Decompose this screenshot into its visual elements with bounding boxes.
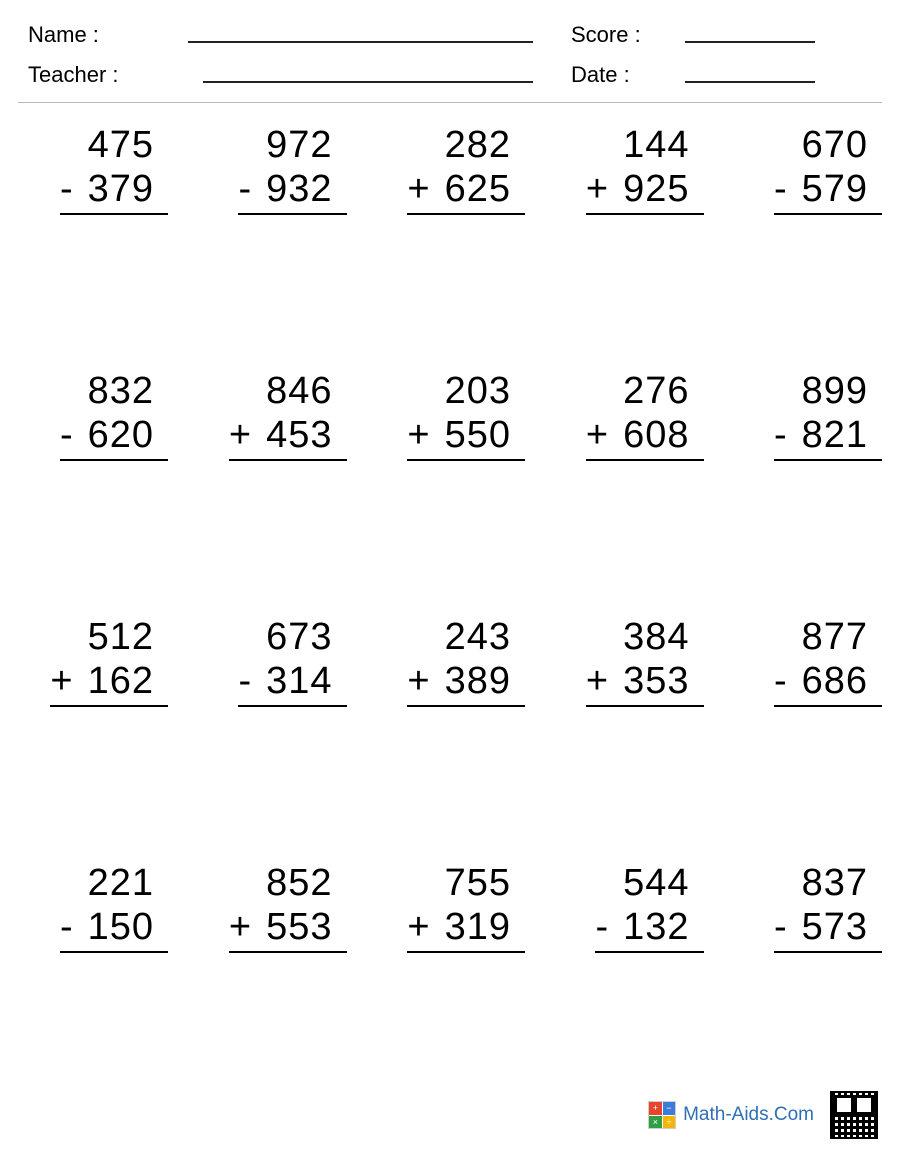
teacher-label: Teacher :	[28, 62, 119, 87]
operand-bottom-line	[774, 413, 882, 461]
operand-bottom: 389	[444, 660, 511, 703]
operand-top: 972	[266, 124, 333, 166]
problem-item	[18, 861, 168, 1107]
operand-bottom-line	[229, 413, 347, 461]
problem-item	[18, 369, 168, 615]
operand-top: 203	[444, 370, 511, 412]
brand-link[interactable]	[648, 1101, 814, 1129]
operand-top: 276	[623, 370, 690, 412]
brand-label: Math-Aids.Com	[683, 1104, 814, 1125]
operand-bottom-line	[407, 413, 525, 461]
header-row-name	[28, 22, 872, 48]
operand-bottom: 319	[444, 906, 511, 949]
problem-item	[197, 861, 347, 1107]
operand-bottom: 379	[87, 168, 154, 211]
operand-bottom-line	[238, 167, 346, 215]
operand-bottom: 686	[801, 660, 868, 703]
operator: -	[238, 168, 253, 211]
problem-item	[554, 123, 704, 369]
operator: +	[407, 906, 431, 949]
operator: +	[228, 906, 253, 949]
operand-bottom-line	[586, 167, 704, 215]
operand-bottom: 553	[266, 906, 333, 949]
operator: -	[773, 906, 788, 949]
operand-bottom-line	[407, 659, 525, 707]
operand-top: 877	[801, 616, 868, 658]
operand-bottom: 579	[801, 168, 868, 211]
operator: +	[228, 414, 253, 457]
operand-top: 670	[801, 124, 868, 166]
problem-item	[732, 615, 882, 861]
operator: +	[585, 168, 610, 211]
teacher-field[interactable]	[203, 81, 533, 83]
operand-bottom-line	[774, 905, 882, 953]
problem-item	[18, 615, 168, 861]
problem-row	[18, 615, 882, 861]
name-field[interactable]	[188, 41, 533, 43]
operand-bottom: 150	[87, 906, 154, 949]
operand-top: 282	[444, 124, 511, 166]
operand-bottom: 932	[266, 168, 333, 211]
problem-item	[554, 861, 704, 1107]
operand-bottom: 162	[87, 660, 154, 703]
operand-top: 846	[266, 370, 333, 412]
problem-item	[18, 123, 168, 369]
name-label: Name :	[28, 22, 99, 47]
problem-item	[375, 369, 525, 615]
operand-bottom-line	[50, 659, 168, 707]
score-label: Score :	[571, 22, 641, 47]
operand-bottom: 608	[623, 414, 690, 457]
operator: +	[407, 414, 431, 457]
date-field[interactable]	[685, 81, 815, 83]
operator: +	[50, 660, 74, 703]
operand-bottom: 925	[623, 168, 690, 211]
worksheet-footer	[0, 1091, 900, 1139]
operand-top: 755	[444, 862, 511, 904]
operand-bottom-line	[60, 413, 168, 461]
problem-item	[554, 369, 704, 615]
problem-item	[375, 123, 525, 369]
operand-top: 243	[444, 616, 511, 658]
operator: +	[407, 660, 431, 703]
operand-top: 475	[87, 124, 154, 166]
operand-bottom: 620	[87, 414, 154, 457]
operand-bottom: 453	[266, 414, 333, 457]
operand-bottom: 353	[623, 660, 690, 703]
operator: -	[59, 414, 74, 457]
problem-item	[197, 615, 347, 861]
problem-item	[554, 615, 704, 861]
score-field[interactable]	[685, 41, 815, 43]
operand-top: 384	[623, 616, 690, 658]
operand-bottom: 573	[801, 906, 868, 949]
problem-item	[197, 369, 347, 615]
problem-row	[18, 861, 882, 1107]
qr-code-icon	[830, 1091, 878, 1139]
header-divider	[18, 102, 882, 103]
problem-item	[197, 123, 347, 369]
operand-top: 144	[623, 124, 690, 166]
problem-grid	[0, 123, 900, 1107]
operand-top: 673	[266, 616, 333, 658]
operator: +	[585, 414, 610, 457]
problem-row	[18, 123, 882, 369]
operand-bottom-line	[774, 167, 882, 215]
operand-bottom: 550	[444, 414, 511, 457]
operand-top: 221	[87, 862, 154, 904]
operand-bottom-line	[60, 167, 168, 215]
header-row-teacher	[28, 62, 872, 88]
operand-bottom-line	[595, 905, 703, 953]
operand-top: 899	[801, 370, 868, 412]
operator: -	[595, 906, 610, 949]
operator: -	[773, 168, 788, 211]
operand-top: 512	[87, 616, 154, 658]
operand-bottom-line	[586, 659, 704, 707]
operand-bottom-line	[407, 167, 525, 215]
operand-bottom-line	[407, 905, 525, 953]
operator: +	[407, 168, 431, 211]
operand-bottom-line	[229, 905, 347, 953]
operator: -	[773, 414, 788, 457]
calculator-icon: + − × ÷	[648, 1101, 676, 1129]
operand-bottom-line	[586, 413, 704, 461]
operand-bottom-line	[60, 905, 168, 953]
worksheet-header	[0, 0, 900, 88]
operand-bottom: 132	[623, 906, 690, 949]
problem-item	[375, 861, 525, 1107]
operand-bottom-line	[238, 659, 346, 707]
problem-item	[732, 369, 882, 615]
problem-row	[18, 369, 882, 615]
problem-item	[375, 615, 525, 861]
operator: -	[59, 168, 74, 211]
operator: +	[585, 660, 610, 703]
operand-bottom-line	[774, 659, 882, 707]
operand-bottom: 314	[266, 660, 333, 703]
operand-top: 852	[266, 862, 333, 904]
operator: -	[773, 660, 788, 703]
operand-bottom: 821	[801, 414, 868, 457]
date-label: Date :	[571, 62, 630, 87]
problem-item	[732, 861, 882, 1107]
operator: -	[59, 906, 74, 949]
operand-top: 832	[87, 370, 154, 412]
operand-top: 544	[623, 862, 690, 904]
operand-top: 837	[801, 862, 868, 904]
operand-bottom: 625	[444, 168, 511, 211]
problem-item	[732, 123, 882, 369]
operator: -	[238, 660, 253, 703]
